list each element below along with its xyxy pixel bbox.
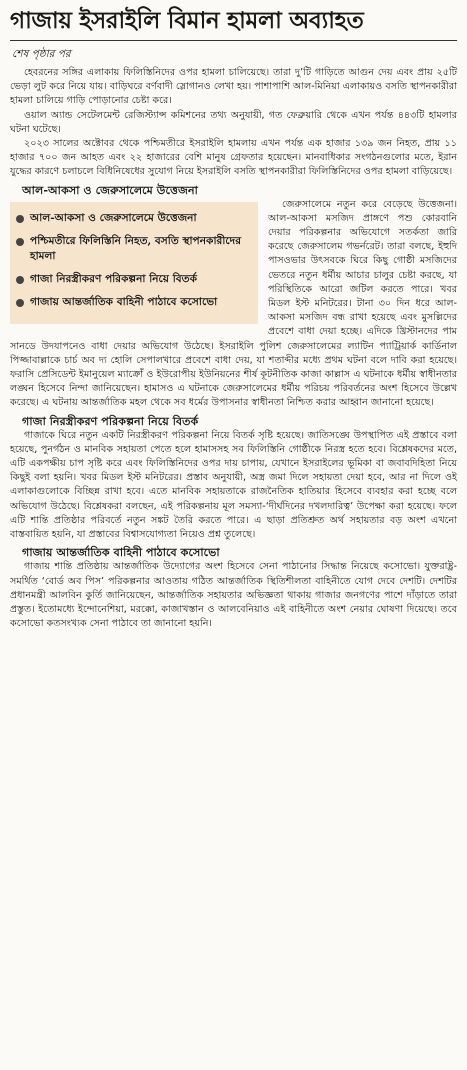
headline-divider [10,40,457,41]
bullet-icon [16,299,24,307]
highlight-item: পশ্চিমতীরে ফিলিস্তিনি নিহত, বসতি স্থাপনকারীদের হামলা [16,234,252,264]
intro-paragraph: ওয়াল অ্যান্ড সেটেলমেন্ট রেজিস্ট্যান্স কমিশনের তথ্য অনুযায়ী, গত ফেব্রুয়ারি থেকে এখন পর্যন্ত ৪৪৩টি হামলার ঘটনা ঘটেছে। [10,109,457,135]
highlights-box [10,202,258,324]
intro-paragraph: ২০২৩ সালের অক্টোবর থেকে পশ্চিমতীরে ইসরাইলি হামলায় এখন পর্যন্ত এক হাজার ১৩৯ জন নিহত, প্রায় ১১ হাজার ৭০০ জন আহত এবং ২২ হাজারের বেশি মানুষ গ্রেফতার হয়েছেন। মানবাধিকার সংগঠনগুলোর মতে, ইরান যুদ্ধের কারণে চলাচলে বিধিনিষেধের সুযোগ নিয়ে ইসরাইলি বসতি স্থাপনকারীরা ফিলিস্তিনিদের ওপর হামলা বাড়িয়েছে। [10,138,457,178]
bullet-icon [16,276,24,284]
intro-paragraph: হেবরনের সঙ্গির এলাকায় ফিলিস্তিনিদের ওপর হামলা চালিয়েছে। তারা দু’টি গাড়িতে আগুন দেয় এবং প্রায় ২৫টি ভেড়া লুট করে নিয়ে যায়। বাড়িঘরে বর্ণবাদী স্লোগানও লেখা হয়। পাশাপাশি আল-মিনিয়া এলাকায়ও বসতি স্থাপনকারীরা হামলা চালিয়ে গাড়ি পোড়ানোর চেষ্টা করে। [10,67,457,107]
news-article [0,6,467,1070]
section-body-al-aqsa: জেরুসালেমে নতুন করে বেড়েছে উত্তেজনা। আল-আকসা মসজিদ প্রাঙ্গণে পশু কোরবানি দেয়ার পরিকল্পনার অভিযোগে সতর্কতা জারি করেছে জেরুসালেম গভর্নরেট। তারা বলছে, ইহুদি পাসওভার উৎসবকে ঘিরে কিছু গোষ্ঠী মসজিদের ভেতরে নতুন ধর্মীয় আচার চালুর চেষ্টা করছে, যা পরিস্থিতিকে আরো জটিল করতে পারে। খবর মিডল ইস্ট মনিটরের। টানা ৩০ দিন ধরে আল-আকসা মসজিদ বন্ধ রাখা হয়েছে এবং মুসল্লিদের প্রবেশে বাধা দেয়া হচ্ছে। এদিকে খ্রিস্টানদের পাম সানডে উদযাপনেও বাধা দেয়ার অভিযোগ উঠেছে। ইসরাইলি পুলিশ জেরুসালেমের ল্যাটিন প্যাট্রিয়ার্ক কার্ডিনাল পিজ্জাবাল্লাকে চার্চ অব দ্য হোলি সেপালখারে প্রবেশে বাধা দেয়, যা শতাব্দীর মধ্যে প্রথম ঘটনা বলে দাবি করা হয়েছে। ফরাসি প্রেসিডেন্ট ইমানুয়েল ম্যাক্রোঁ ও ইউরোপীয় ইউনিয়নের শীর্ষ কূটনীতিক কাজা কাল্লাস এ ঘটনাকে ধর্মীয় স্বাধীনতার লঙ্ঘন হিসেবে নিন্দা জানিয়েছেন। হামাসও এ ঘটনাকে জেরুসালেমের ধর্মীয় পরিচয় পরিবর্তনের অংশ হিসেবে উল্লেখ করেছে। এ ঘটনায় আন্তর্জাতিক মহল থেকে সব ধর্মের উপাসনার স্বাধীনতা নিশ্চিত করার আহ্বান জানানো হয়েছে। [10,198,457,409]
highlight-item: গাজায় আন্তর্জাতিক বাহিনী পাঠাবে কসোভো [16,295,252,310]
continued-label: শেষ পৃষ্ঠার পর [12,48,71,60]
bullet-icon [16,238,24,246]
section-heading-disarmament: গাজা নিরস্ত্রীকরণ পরিকল্পনা নিয়ে বিতর্ক [22,413,199,428]
bullet-icon [16,215,24,223]
section-heading-kosovo: গাজায় আন্তর্জাতিক বাহিনী পাঠাবে কসোভো [22,545,220,560]
headline: গাজায় ইসরাইলি বিমান হামলা অব্যাহত [10,7,364,34]
section-body-kosovo: গাজায় শান্তি প্রতিষ্ঠায় আন্তর্জাতিক উদ্যোগের অংশ হিসেবে সেনা পাঠানোর সিদ্ধান্ত নিয়েছে কসোভো। যুক্তরাষ্ট্র-সমর্থিত ‘বোর্ড অব পিস’ পরিকল্পনার আওতায় গঠিত আন্তর্জাতিক স্থিতিশীলতা বাহিনীতে যোগ দেবে দেশটি। দেশটির প্রধানমন্ত্রী আলবিন কুর্তি জানিয়েছেন, আন্তর্জাতিক সহায়তার অভিজ্ঞতা থাকায় গাজার জনগণের পাশে দাঁড়াতে তারা প্রস্তুত। ইতোমধ্যে ইন্দোনেশিয়া, মরক্কো, কাজাখস্তান ও আলবেনিয়াও এই বাহিনীতে অংশ নেয়ার ঘোষণা দিয়েছে। তবে কসোভো কতসংখ্যক সেনা পাঠাবে তা জানানো হয়নি। [10,561,457,630]
section-heading-al-aqsa: আল-আকসা ও জেরুসালেমে উত্তেজনা [22,182,198,197]
section-body-disarmament: গাজাকে ঘিরে নতুন একটি নিরস্ত্রীকরণ পরিকল্পনা নিয়ে বিতর্ক সৃষ্টি হয়েছে। জাতিসঙ্ঘে উপস্থাপিত এই প্রস্তাবে বলা হয়েছে, পুনর্গঠন ও মানবিক সহায়তা পেতে হলে হামাসসহ সব ফিলিস্তিনি গোষ্ঠীকে নিরস্ত্র হতে হবে। বিশ্লেষকদের মতে, এটি একপক্ষীয় চাপ সৃষ্টি করে এবং ফিলিস্তিনিদের ওপর দায় চাপায়, যেখানে ইসরাইলের ভূমিকা বা জবাবদিহিতা নিয়ে কিছুই বলা হয়নি। খবর মিডল ইস্ট মনিটরের। প্রস্তাব অনুযায়ী, অস্ত্র জমা দিলে সহায়তা দেয়া হবে, আর না দিলে ওই এলাকাগুলোকে বিচ্ছিন্ন রাখা হবে। এতে মানবিক সহায়তাকে রাজনৈতিক হাতিয়ার হিসেবে ব্যবহার করা হচ্ছে বলে অভিযোগ উঠেছে। বিশ্লেষকরা বলছেন, এই পরিকল্পনায় মূল সমস্যা-‘দীর্ঘদিনের দখলদারিত্ব’ উপেক্ষা করা হয়েছে। ফলে এটি শান্তি প্রতিষ্ঠার পরিবর্তে নতুন সঙ্কট তৈরি করতে পারে। এ ছাড়া প্রতিশ্রুত অর্থ সহায়তার বড় অংশ এখনো বাস্তবায়িত হয়নি, যা প্রস্তাবের বিশ্বাসযোগ্যতা নিয়েও প্রশ্ন তুলেছে। [10,429,457,541]
highlight-item: আল-আকসা ও জেরুসালেমে উত্তেজনা [16,211,252,226]
highlight-item: গাজা নিরস্ত্রীকরণ পরিকল্পনা নিয়ে বিতর্ক [16,272,252,287]
